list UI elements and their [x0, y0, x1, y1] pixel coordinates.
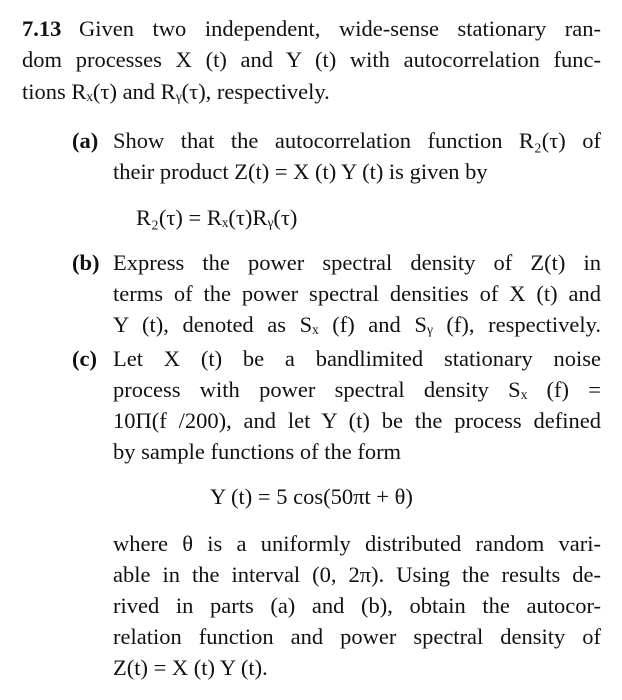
- part-b-line-3: Y (t), denoted as Sₓ (f) and Sᵧ (f), respectively.: [113, 312, 601, 337]
- part-c-after-2: able in the interval (0, 2π). Using the results de-: [113, 562, 601, 587]
- part-a-equation: R₂(τ) = Rₓ(τ)Rᵧ(τ): [136, 205, 298, 230]
- part-c-line-1: Let X (t) be a bandlimited stationary noise: [113, 346, 601, 371]
- intro-line-3: tions Rₓ(τ) and Rᵧ(τ), respectively.: [22, 79, 330, 104]
- part-c-after-4: relation function and power spectral density of: [113, 624, 601, 649]
- part-c-line-3: 10Π(f /200), and let Y (t) be the process defined: [113, 408, 601, 433]
- part-b-label: (b): [72, 250, 100, 275]
- part-a-line-1: Show that the autocorrelation function R₂(τ) of: [113, 128, 601, 153]
- part-a-line-2: their product Z(t) = X (t) Y (t) is given by: [113, 159, 488, 184]
- part-c-line-2: process with power spectral density Sₓ (f) =: [113, 377, 601, 402]
- part-b-line-1: Express the power spectral density of Z(t) in: [113, 250, 601, 275]
- intro-line-1: Given two independent, wide-sense stationary ran-: [79, 16, 601, 41]
- part-c-after-3: rived in parts (a) and (b), obtain the autocor-: [113, 593, 601, 618]
- problem-number: 7.13: [22, 16, 62, 41]
- part-b-line-2: terms of the power spectral densities of X (t) and: [113, 281, 601, 306]
- intro-line-2: dom processes X (t) and Y (t) with autocorrelation func-: [22, 47, 601, 72]
- part-a-label: (a): [72, 128, 99, 153]
- part-c-line-4: by sample functions of the form: [113, 439, 402, 464]
- part-c-after-5: Z(t) = X (t) Y (t).: [113, 655, 268, 680]
- part-c-label: (c): [72, 346, 97, 371]
- part-c-after-1: where θ is a uniformly distributed random vari-: [113, 531, 601, 556]
- part-c-equation: Y (t) = 5 cos(50πt + θ): [210, 484, 413, 509]
